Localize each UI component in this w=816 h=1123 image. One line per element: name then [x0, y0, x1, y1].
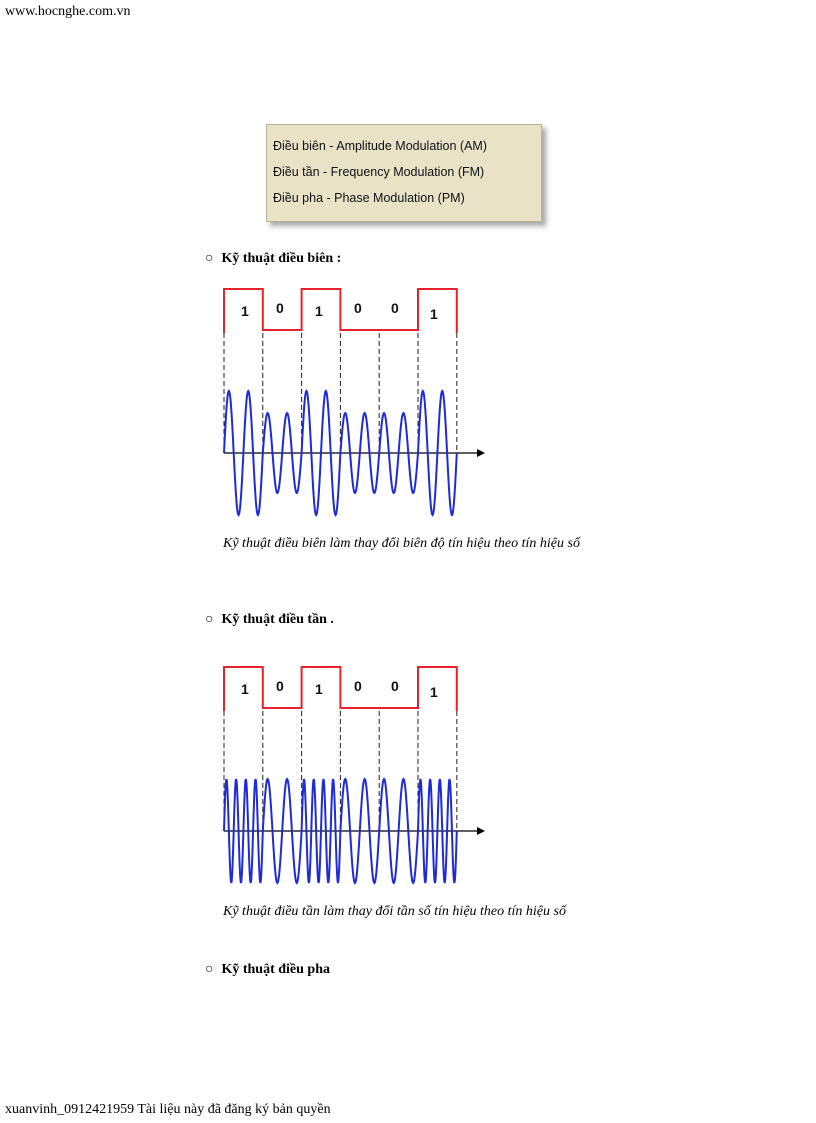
pm-heading-text: Kỹ thuật điều pha: [221, 962, 331, 977]
fm-bit-label: 0: [391, 678, 399, 694]
am-axis-arrow-icon: [477, 449, 485, 457]
am-bit-label: 0: [354, 300, 362, 316]
fm-heading-text: Kỹ thuật điều tần .: [221, 612, 334, 627]
modulation-type-pm: Điều pha - Phase Modulation (PM): [273, 191, 465, 205]
am-bit-label: 1: [241, 303, 249, 319]
am-digital-signal: [224, 289, 457, 333]
fm-diagram: [215, 661, 495, 901]
modulation-type-fm: Điều tần - Frequency Modulation (FM): [273, 165, 485, 179]
am-bit-label: 0: [276, 300, 284, 316]
am-heading: [205, 251, 341, 267]
am-caption: Kỹ thuật điều biên làm thay đổi biên độ tín hiệu theo tín hiệu số: [223, 536, 580, 551]
bullet-circle-icon: ○: [205, 612, 214, 627]
am-bit-label: 0: [391, 300, 399, 316]
fm-bit-label: 1: [315, 681, 323, 697]
site-url[interactable]: www.hocnghe.com.vn: [5, 4, 131, 19]
bullet-circle-icon: ○: [205, 251, 214, 266]
am-diagram: [215, 283, 495, 528]
fm-bit-label: 0: [354, 678, 362, 694]
fm-caption: Kỹ thuật điều tần làm thay đổi tần số tín hiệu theo tín hiệu số: [223, 904, 566, 919]
pm-heading: [205, 962, 330, 978]
am-heading-text: Kỹ thuật điều biên :: [221, 251, 342, 266]
bullet-circle-icon: ○: [205, 962, 214, 977]
am-bit-label: 1: [315, 303, 323, 319]
fm-axis-arrow-icon: [477, 827, 485, 835]
footer-copyright: xuanvinh_0912421959 Tài liệu này đã đăng ký bản quyền: [5, 1102, 331, 1117]
modulation-type-am: Điều biên - Amplitude Modulation (AM): [273, 139, 487, 153]
fm-digital-signal: [224, 667, 457, 711]
fm-heading: [205, 612, 334, 628]
fm-bit-label: 1: [430, 684, 438, 700]
fm-bit-label: 0: [276, 678, 284, 694]
am-bit-label: 1: [430, 306, 438, 322]
fm-bit-label: 1: [241, 681, 249, 697]
modulation-types-box: [266, 124, 542, 222]
